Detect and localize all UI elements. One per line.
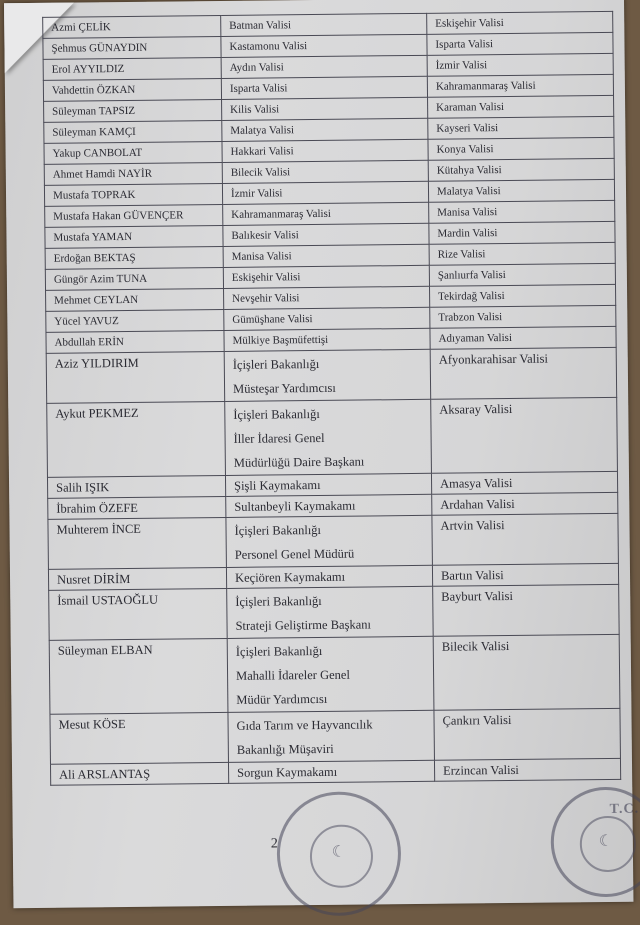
table-row — [48, 513, 618, 569]
name-cell: Süleyman KAMÇI — [44, 120, 222, 143]
current-position-cell — [221, 13, 427, 36]
current-position-cell — [227, 636, 434, 712]
current-position-cell — [226, 565, 432, 588]
new-position-cell: Bayburt Valisi — [433, 584, 620, 636]
current-position-line: İçişleri Bakanlığı — [235, 643, 323, 659]
name-cell: Azmi ÇELİK — [43, 15, 221, 38]
new-position-cell: Adıyaman Valisi — [430, 326, 616, 349]
name-cell: Mustafa TOPRAK — [44, 183, 222, 206]
name-cell: Erol AYYILDIZ — [43, 57, 221, 80]
current-position-cell — [224, 307, 430, 330]
new-position-cell: Bilecik Valisi — [433, 634, 620, 710]
new-position-cell: Malatya Valisi — [428, 179, 614, 202]
name-cell: Yücel YAVUZ — [46, 309, 224, 332]
current-position-line: İçişleri Bakanlığı — [233, 406, 320, 422]
new-position-cell: Karaman Valisi — [428, 95, 614, 118]
table-row — [47, 397, 618, 477]
current-position-line: Aydın Valisi — [229, 61, 284, 74]
current-position-line: Şişli Kaymakamı — [234, 477, 321, 493]
current-position-line: Strateji Geliştirme Başkanı — [235, 617, 372, 633]
current-position-line: İller İdaresi Genel — [233, 430, 325, 446]
new-position-cell: Çankırı Valisi — [434, 708, 621, 760]
current-position-line: Müdürlüğü Daire Başkanı — [233, 454, 365, 470]
current-position-cell — [222, 181, 428, 204]
name-cell: Mustafa Hakan GÜVENÇER — [45, 204, 223, 227]
new-position-cell: Kayseri Valisi — [428, 116, 614, 139]
name-cell: Mehmet CEYLAN — [46, 288, 224, 311]
current-position-cell — [223, 265, 429, 288]
name-cell: Muhterem İNCE — [48, 517, 227, 569]
current-position-line: Kilis Valisi — [230, 103, 280, 116]
name-cell: Süleyman ELBAN — [49, 638, 228, 714]
current-position-cell — [226, 515, 433, 567]
current-position-line: Sorgun Kaymakamı — [237, 764, 338, 780]
current-position-line: Batman Valisi — [229, 19, 292, 32]
current-position-cell — [221, 34, 427, 57]
name-cell: Salih IŞIK — [47, 475, 225, 498]
new-position-cell: Amasya Valisi — [431, 471, 617, 494]
table-row — [49, 634, 620, 714]
name-cell: Güngör Azim TUNA — [45, 267, 223, 290]
table-row — [46, 347, 616, 403]
current-position-cell — [225, 473, 431, 496]
current-position-cell — [222, 139, 428, 162]
new-position-cell: Erzincan Valisi — [434, 758, 620, 781]
current-position-line: Manisa Valisi — [231, 250, 292, 263]
current-position-cell — [223, 202, 429, 225]
new-position-cell: Aksaray Valisi — [431, 397, 618, 473]
name-cell: Ahmet Hamdi NAYİR — [44, 162, 222, 185]
current-position-line: Gümüşhane Valisi — [232, 313, 313, 326]
name-cell: İsmail USTAOĞLU — [49, 588, 228, 640]
name-cell: Mesut KÖSE — [50, 712, 229, 764]
current-position-cell — [224, 349, 431, 401]
current-position-line: Gıda Tarım ve Hayvancılık — [236, 717, 373, 733]
new-position-cell: Mardin Valisi — [429, 221, 615, 244]
current-position-cell — [228, 760, 434, 783]
current-position-line: Müdür Yardımcısı — [236, 691, 328, 707]
name-cell: Süleyman TAPSIZ — [44, 99, 222, 122]
current-position-cell — [223, 223, 429, 246]
current-position-line: Mülkiye Başmüfettişi — [232, 333, 329, 347]
new-position-cell: İzmir Valisi — [427, 53, 613, 76]
new-position-cell: Kahramanmaraş Valisi — [427, 74, 613, 97]
name-cell: Aykut PEKMEZ — [47, 401, 226, 477]
current-position-line: Personel Genel Müdürü — [234, 546, 355, 562]
current-position-cell — [221, 55, 427, 78]
name-cell: Mustafa YAMAN — [45, 225, 223, 248]
table-row — [50, 708, 620, 764]
name-cell: Abdullah ERİN — [46, 330, 224, 353]
current-position-line: Sultanbeyli Kaymakamı — [234, 498, 356, 514]
name-cell: Yakup CANBOLAT — [44, 141, 222, 164]
new-position-cell: Kütahya Valisi — [428, 158, 614, 181]
stamp-label: T.C. — [609, 802, 640, 818]
document-page — [4, 0, 640, 908]
current-position-cell — [221, 76, 427, 99]
new-position-cell: Tekirdağ Valisi — [430, 284, 616, 307]
current-position-line: Keçiören Kaymakamı — [234, 569, 346, 585]
new-position-cell: Bartın Valisi — [432, 563, 618, 586]
current-position-line: Isparta Valisi — [229, 82, 288, 95]
current-position-cell — [224, 286, 430, 309]
current-position-cell — [222, 97, 428, 120]
new-position-cell: Afyonkarahisar Valisi — [430, 347, 617, 399]
current-position-cell — [222, 160, 428, 183]
name-cell: İbrahim ÖZEFE — [48, 496, 226, 519]
current-position-line: Mahalli İdareler Genel — [235, 667, 350, 683]
new-position-cell: Konya Valisi — [428, 137, 614, 160]
current-position-cell — [223, 244, 429, 267]
new-position-cell: Şanlıurfa Valisi — [429, 263, 615, 286]
current-position-line: Nevşehir Valisi — [232, 292, 300, 305]
new-position-cell: Ardahan Valisi — [432, 492, 618, 515]
current-position-cell — [226, 494, 432, 517]
new-position-cell: Eskişehir Valisi — [427, 11, 613, 34]
name-cell: Aziz YILDIRIM — [46, 351, 225, 403]
current-position-cell — [222, 118, 428, 141]
current-position-line: Kahramanmaraş Valisi — [231, 207, 331, 221]
current-position-cell — [225, 399, 432, 475]
current-position-cell — [227, 586, 434, 638]
new-position-cell: Artvin Valisi — [432, 513, 619, 565]
appointments-table — [42, 11, 621, 786]
current-position-line: İçişleri Bakanlığı — [235, 593, 322, 609]
name-cell: Vahdettin ÖZKAN — [43, 78, 221, 101]
current-position-line: Bilecik Valisi — [230, 166, 291, 179]
current-position-cell — [224, 328, 430, 351]
current-position-line: Kastamonu Valisi — [229, 40, 308, 53]
current-position-line: Eskişehir Valisi — [231, 271, 301, 284]
page-number: 2 — [270, 836, 278, 852]
official-seal-stamp-tc: ☾ T.C. — [550, 786, 640, 897]
new-position-cell: Trabzon Valisi — [430, 305, 616, 328]
current-position-cell — [228, 710, 435, 762]
current-position-line: Müsteşar Yardımcısı — [232, 380, 336, 396]
name-cell: Nusret DİRİM — [48, 567, 226, 590]
current-position-line: İzmir Valisi — [230, 187, 283, 200]
current-position-line: İçişleri Bakanlığı — [234, 522, 322, 538]
current-position-line: Malatya Valisi — [230, 124, 295, 137]
official-seal-stamp: ☾ — [276, 791, 401, 916]
new-position-cell: Rize Valisi — [429, 242, 615, 265]
current-position-line: İçişleri Bakanlığı — [232, 356, 320, 372]
name-cell: Ali ARSLANTAŞ — [50, 762, 228, 785]
current-position-line: Hakkari Valisi — [230, 145, 294, 158]
name-cell: Erdoğan BEKTAŞ — [45, 246, 223, 269]
new-position-cell: Manisa Valisi — [429, 200, 615, 223]
current-position-line: Balıkesir Valisi — [231, 229, 299, 242]
current-position-line: Bakanlığı Müşaviri — [236, 741, 334, 757]
name-cell: Şehmus GÜNAYDIN — [43, 36, 221, 59]
table-row — [49, 584, 619, 640]
new-position-cell: Isparta Valisi — [427, 32, 613, 55]
